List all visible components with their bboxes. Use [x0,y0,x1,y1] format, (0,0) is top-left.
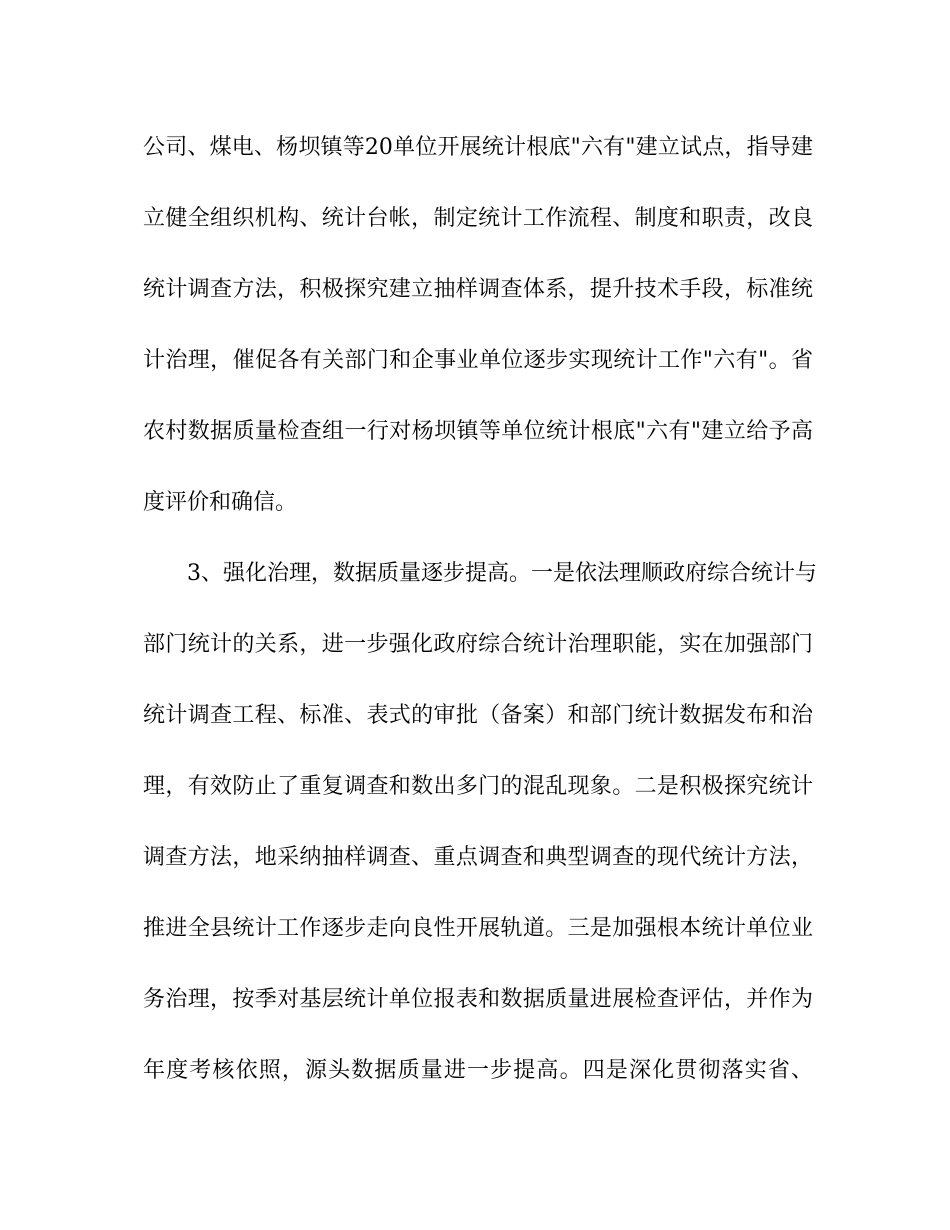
text-line: 部门统计的关系，进一步强化政府综合统计治理职能，实在加强部门 [143,632,813,657]
text-line: 务治理，按季对基层统计单位报表和数据质量进展检查评估，并作为 [143,987,813,1012]
body-text [143,122,817,1116]
text-line: 统计调查工程、标准、表式的审批（备案）和部门统计数据发布和治 [143,703,813,728]
text-line: 农村数据质量检查组一行对杨坝镇等单位统计根底"六有"建立给予高 [143,419,813,444]
paragraph-start-line: 3、强化治理，数据质量逐步提高。一是依法理顺政府综合统计与 [187,561,817,586]
text-line: 推进全县统计工作逐步走向良性开展轨道。三是加强根本统计单位业 [143,916,813,941]
text-line: 统计调查方法，积极探究建立抽样调查体系，提升技术手段，标准统 [143,277,813,302]
text-line: 计治理，催促各有关部门和企事业单位逐步实现统计工作"六有"。省 [143,348,813,373]
text-line: 理，有效防止了重复调查和数出多门的混乱现象。二是积极探究统计 [143,774,813,799]
text-line: 公司、煤电、杨坝镇等20单位开展统计根底"六有"建立试点，指导建 [143,135,813,160]
text-line: 立健全组织机构、统计台帐，制定统计工作流程、制度和职责，改良 [143,206,813,231]
text-line: 度评价和确信。 [143,490,298,515]
text-line: 年度考核依照，源头数据质量进一步提高。四是深化贯彻落实省、 [143,1058,813,1083]
text-line: 调查方法，地采纳抽样调查、重点调查和典型调查的现代统计方法， [143,845,813,870]
